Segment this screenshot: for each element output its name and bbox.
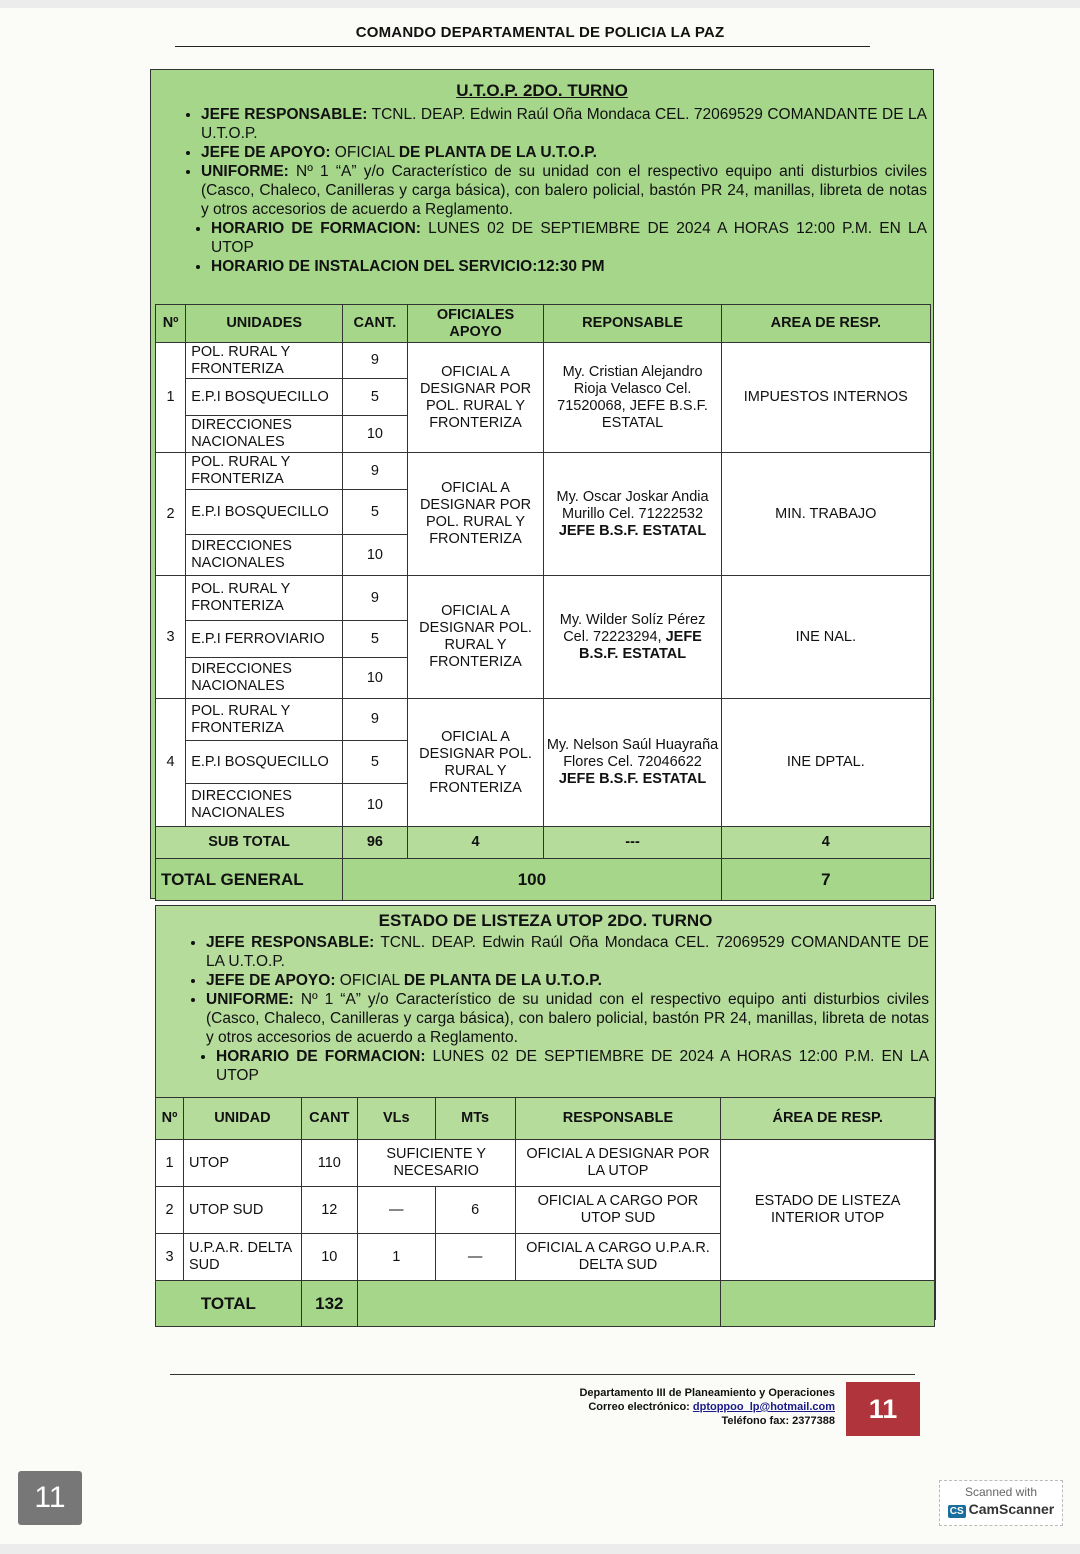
jefe-apoyo: • JEFE DE APOYO: OFICIAL DE PLANTA DE LA U.T.O.P. — [201, 143, 927, 162]
unit-cant: 10 — [343, 784, 407, 827]
col-header: MTs — [435, 1098, 515, 1140]
oficiales-apoyo: OFICIAL A DESIGNAR POL. RURAL Y FRONTERIZA — [407, 699, 544, 827]
horario-formacion: • HORARIO DE FORMACION: LUNES 02 DE SEPTIEMBRE DE 2024 A HORAS 12:00 P.M. EN LA UTOP — [211, 219, 927, 257]
row-resp: OFICIAL A CARGO POR UTOP SUD — [515, 1187, 721, 1234]
col-header: OFICIALES APOYO — [407, 305, 544, 343]
row-resp: OFICIAL A DESIGNAR POR LA UTOP — [515, 1140, 721, 1187]
col-header: Nº — [156, 1098, 184, 1140]
unit-cant: 10 — [343, 416, 407, 453]
area-resp: MIN. TRABAJO — [721, 453, 930, 576]
unit-name: DIRECCIONES NACIONALES — [186, 658, 343, 699]
row-cant: 12 — [301, 1187, 357, 1234]
row-number: 2 — [156, 1187, 184, 1234]
total-label: TOTAL — [156, 1281, 302, 1327]
oficiales-apoyo: OFICIAL A DESIGNAR POL. RURAL Y FRONTERIZA — [407, 576, 544, 699]
unit-name: POL. RURAL Y FRONTERIZA — [186, 576, 343, 621]
group-number: 2 — [156, 453, 186, 576]
unit-cant: 9 — [343, 453, 407, 490]
unit-name: POL. RURAL Y FRONTERIZA — [186, 453, 343, 490]
row-cant: 110 — [301, 1140, 357, 1187]
row-cant: 10 — [301, 1234, 357, 1281]
unit-name: E.P.I FERROVIARIO — [186, 621, 343, 658]
col-header: REPONSABLE — [544, 305, 721, 343]
total-empty — [721, 1281, 935, 1327]
table-row — [156, 699, 931, 741]
footer-rule — [170, 1374, 915, 1375]
col-header: UNIDAD — [183, 1098, 301, 1140]
listeza-table — [155, 1097, 935, 1327]
group-number: 4 — [156, 699, 186, 827]
section-title: ESTADO DE LISTEZA UTOP 2DO. TURNO — [378, 911, 713, 930]
col-header: CANT — [301, 1098, 357, 1140]
jefe-responsable: • JEFE RESPONSABLE: TCNL. DEAP. Edwin Raúl Oña Mondaca CEL. 72069529 COMANDANTE DE LA U.T.O.P. — [206, 933, 929, 971]
col-header: CANT. — [343, 305, 407, 343]
jefe-apoyo: • JEFE DE APOYO: OFICIAL DE PLANTA DE LA U.T.O.P. — [206, 971, 929, 990]
row-number: 1 — [156, 1140, 184, 1187]
table-row — [156, 576, 931, 621]
group-number: 1 — [156, 343, 186, 453]
footer-phone: Teléfono fax: 2377388 — [721, 1415, 835, 1427]
total-value: 100 — [343, 859, 721, 901]
col-header: UNIDADES — [186, 305, 343, 343]
footer-info — [579, 1386, 835, 1428]
row-unidad: U.P.A.R. DELTA SUD — [183, 1234, 301, 1281]
subtotal-resp: --- — [544, 827, 721, 859]
unit-cant: 9 — [343, 699, 407, 741]
horario-instalacion: • HORARIO DE INSTALACION DEL SERVICIO:12:30 PM — [211, 257, 927, 276]
row-mts: — — [435, 1234, 515, 1281]
uniforme: • UNIFORME: Nº 1 “A” y/o Característico de su unidad con el respectivo equipo anti disturbios civiles (Casco, Chaleco, Canilleras y carga básica), con balero policial, bastón PR 24, manillas, libreta de notas y otros accesorios de acuerdo a Reglamento. — [206, 990, 929, 1047]
table-header-row — [156, 1098, 935, 1140]
unit-name: DIRECCIONES NACIONALES — [186, 535, 343, 576]
col-header: VLs — [357, 1098, 435, 1140]
utop-table — [155, 304, 931, 343]
unit-cant: 9 — [343, 576, 407, 621]
listeza-section — [155, 905, 936, 1320]
horario-formacion: • HORARIO DE FORMACION: LUNES 02 DE SEPTIEMBRE DE 2024 A HORAS 12:00 P.M. EN LA UTOP — [216, 1047, 929, 1085]
area-resp: IMPUESTOS INTERNOS — [721, 343, 930, 453]
responsable: My. Oscar Joskar Andia Murillo Cel. 71222532 JEFE B.S.F. ESTATAL — [544, 453, 721, 576]
footer-email[interactable]: dptoppoo_lp@hotmail.com — [692, 1401, 835, 1413]
row-vls: — — [357, 1187, 435, 1234]
section-title: U.T.O.P. 2DO. TURNO — [456, 81, 628, 100]
unit-cant: 9 — [343, 343, 407, 379]
page-header: COMANDO DEPARTAMENTAL DE POLICIA LA PAZ — [355, 24, 725, 41]
col-header: ÁREA DE RESP. — [721, 1098, 935, 1140]
total-empty — [357, 1281, 721, 1327]
camscanner-watermark: Scanned with CS CamScanner — [939, 1480, 1063, 1526]
unit-name: E.P.I BOSQUECILLO — [186, 379, 343, 416]
camscanner-logo-icon: CS — [949, 1506, 964, 1517]
document-page — [0, 8, 1080, 1544]
row-unidad: UTOP — [183, 1140, 301, 1187]
unit-cant: 5 — [343, 379, 407, 416]
subtotal-oficiales: 4 — [407, 827, 544, 859]
footer-dept: Departamento III de Planeamiento y Operaciones — [579, 1387, 835, 1399]
unit-name: E.P.I BOSQUECILLO — [186, 490, 343, 535]
subtotal-label: SUB TOTAL — [156, 827, 343, 859]
oficiales-apoyo: OFICIAL A DESIGNAR POR POL. RURAL Y FRONTERIZA — [407, 343, 544, 453]
unit-cant: 5 — [343, 621, 407, 658]
section-details — [156, 933, 935, 1085]
header-rule — [175, 46, 870, 47]
uniforme: • UNIFORME: Nº 1 “A” y/o Característico de su unidad con el respectivo equipo anti disturbios civiles (Casco, Chaleco, Canilleras y carga básica), con balero policial, bastón PR 24, manillas, libreta de notas y otros accesorios de acuerdo a Reglamento. — [201, 162, 927, 219]
footer-email-line: Correo electrónico: dptoppoo_lp@hotmail.com — [588, 1401, 835, 1413]
unit-name: DIRECCIONES NACIONALES — [186, 784, 343, 827]
row-unidad: UTOP SUD — [183, 1187, 301, 1234]
responsable: My. Wilder Solíz Pérez Cel. 72223294, JEFE B.S.F. ESTATAL — [544, 576, 721, 699]
row-resp: OFICIAL A CARGO U.P.A.R. DELTA SUD — [515, 1234, 721, 1281]
col-header: RESPONSABLE — [515, 1098, 721, 1140]
area-resp: INE DPTAL. — [721, 699, 930, 827]
total-row — [156, 859, 931, 901]
table-row — [156, 343, 931, 379]
utop-groups-table — [155, 342, 931, 901]
responsable: My. Cristian Alejandro Rioja Velasco Cel. 71520068, JEFE B.S.F. ESTATAL — [544, 343, 721, 453]
group-number: 3 — [156, 576, 186, 699]
section-details — [151, 105, 933, 276]
table-row — [156, 1140, 935, 1187]
unit-name: POL. RURAL Y FRONTERIZA — [186, 343, 343, 379]
unit-cant: 10 — [343, 535, 407, 576]
total-area: 7 — [721, 859, 930, 901]
row-mts: 6 — [435, 1187, 515, 1234]
subtotal-area: 4 — [721, 827, 930, 859]
total-value: 132 — [301, 1281, 357, 1327]
oficiales-apoyo: OFICIAL A DESIGNAR POR POL. RURAL Y FRONTERIZA — [407, 453, 544, 576]
area-resp: ESTADO DE LISTEZA INTERIOR UTOP — [721, 1140, 935, 1281]
unit-name: E.P.I BOSQUECILLO — [186, 741, 343, 784]
row-vls: 1 — [357, 1234, 435, 1281]
table-header-row — [156, 305, 931, 343]
col-header: AREA DE RESP. — [721, 305, 930, 343]
viewer-page-badge: 11 — [18, 1471, 82, 1525]
subtotal-cant: 96 — [343, 827, 407, 859]
unit-cant: 5 — [343, 490, 407, 535]
page-number-box: 11 — [846, 1382, 920, 1436]
unit-name: DIRECCIONES NACIONALES — [186, 416, 343, 453]
row-number: 3 — [156, 1234, 184, 1281]
subtotal-row — [156, 827, 931, 859]
unit-name: POL. RURAL Y FRONTERIZA — [186, 699, 343, 741]
table-row — [156, 453, 931, 490]
row-vls-mts: SUFICIENTE Y NECESARIO — [357, 1140, 515, 1187]
utop-section — [150, 69, 934, 899]
total-label: TOTAL GENERAL — [156, 859, 343, 901]
total-row — [156, 1281, 935, 1327]
jefe-responsable: • JEFE RESPONSABLE: TCNL. DEAP. Edwin Raúl Oña Mondaca CEL. 72069529 COMANDANTE DE LA U.T.O.P. — [201, 105, 927, 143]
responsable: My. Nelson Saúl Huayraña Flores Cel. 72046622 JEFE B.S.F. ESTATAL — [544, 699, 721, 827]
unit-cant: 5 — [343, 741, 407, 784]
unit-cant: 10 — [343, 658, 407, 699]
col-header: Nº — [156, 305, 186, 343]
area-resp: INE NAL. — [721, 576, 930, 699]
